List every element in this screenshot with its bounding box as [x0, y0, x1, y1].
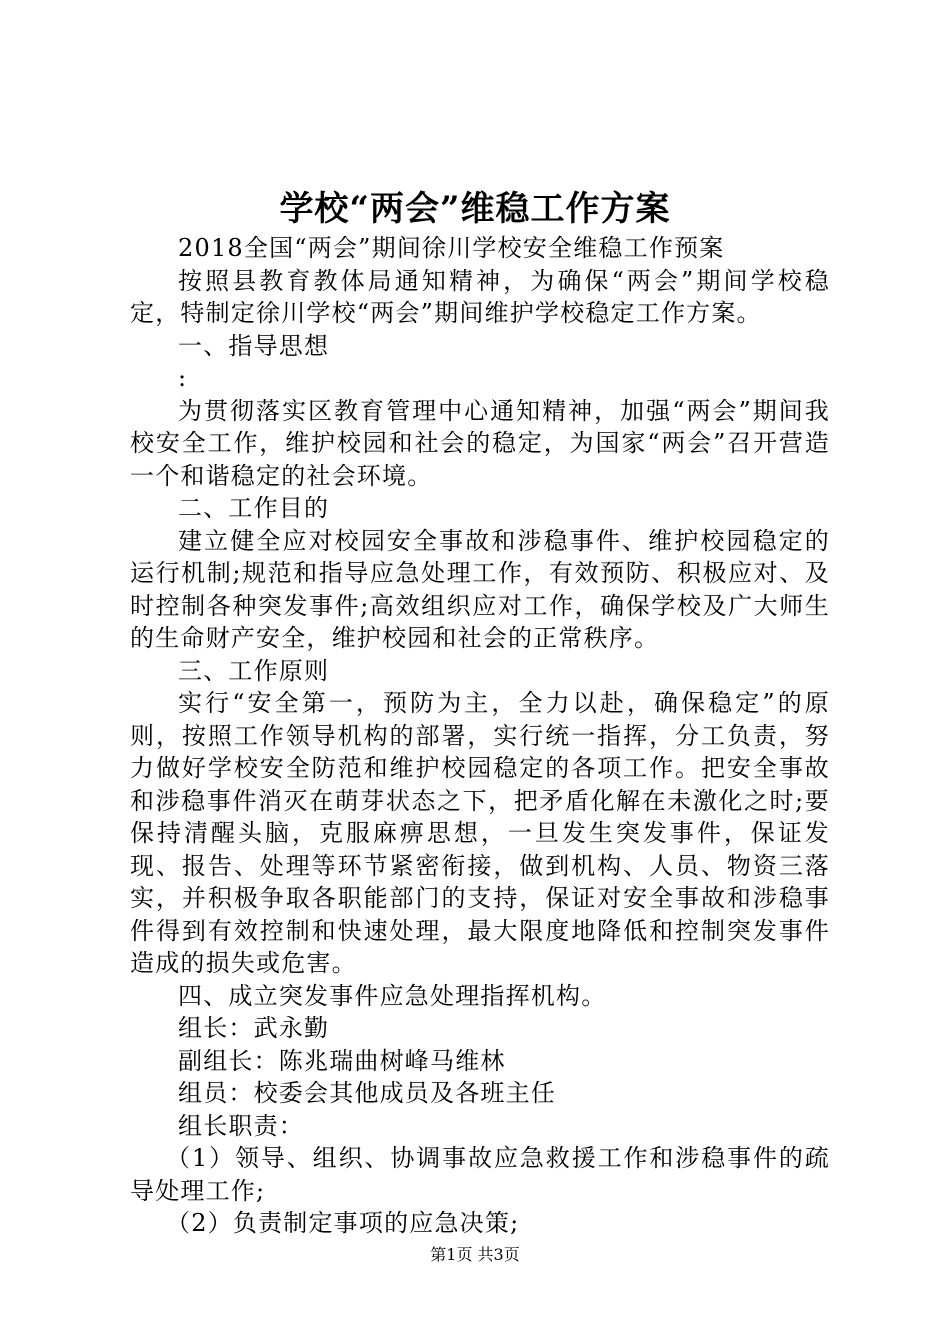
paragraph-colon: : [178, 364, 188, 392]
paragraph-subtitle: 2018全国“两会”期间徐川学校安全维稳工作预案 [178, 234, 725, 262]
heading-work-principle: 三、工作原则 [178, 656, 330, 685]
paragraph-intro: 按照县教育教体局通知精神，为确保“两会”期间学校稳定，特制定徐川学校“两会”期间维护学校稳定工作方案。 [130, 266, 830, 327]
paragraph-deputy-leaders: 副组长：陈兆瑞曲树峰马维林 [178, 1046, 506, 1075]
document-body [130, 232, 830, 1240]
heading-guiding-thought: 一、指导思想 [178, 331, 330, 360]
document-title: 学校“两会”维稳工作方案 [279, 189, 671, 229]
paragraph-work-principle: 实行“安全第一，预防为主，全力以赴，确保稳定”的原则，按照工作领导机构的部署，实行统一指挥，分工负责，努力做好学校安全防范和维护校园稳定的各项工作。把安全事故和涉稳事件消灭在萌芽状态之下，把矛盾化解在未激化之时;要保持清醒头脑，克服麻痹思想，一旦发生突发事件，保证发现、报告、处理等环节紧密衔接，做到机构、人员、物资三落实，并积极争取各职能部门的支持，保证对安全事故和涉稳事件得到有效控制和快速处理，最大限度地降低和控制突发事件造成的损失或危害。 [130, 689, 830, 977]
paragraph-leader-duties: 组长职责： [178, 1111, 304, 1140]
paragraph-guiding-thought: 为贯彻落实区教育管理中心通知精神，加强“两会”期间我校安全工作，维护校园和社会的稳定，为国家“两会”召开营造一个和谐稳定的社会环境。 [130, 396, 830, 490]
paragraph-leader: 组长：武永勤 [178, 1014, 330, 1042]
paragraph-work-purpose: 建立健全应对校园安全事故和涉稳事件、维护校园稳定的运行机制;规范和指导应急处理工作，有效预防、积极应对、及时控制各种突发事件;高效组织应对工作，确保学校及广大师生的生命财产安全，维护校园和社会的正常秩序。 [130, 526, 830, 652]
list-item-duty-2: （2）负责制定事项的应急决策; [166, 1209, 520, 1237]
page-number: 第1页 共3页 [430, 1245, 520, 1264]
list-item-duty-1: （1）领导、组织、协调事故应急救援工作和涉稳事件的疏导处理工作; [130, 1144, 830, 1205]
heading-work-purpose: 二、工作目的 [178, 494, 330, 522]
heading-command-structure: 四、成立突发事件应急处理指挥机构。 [178, 981, 607, 1010]
paragraph-members: 组员：校委会其他成员及各班主任 [178, 1079, 556, 1107]
